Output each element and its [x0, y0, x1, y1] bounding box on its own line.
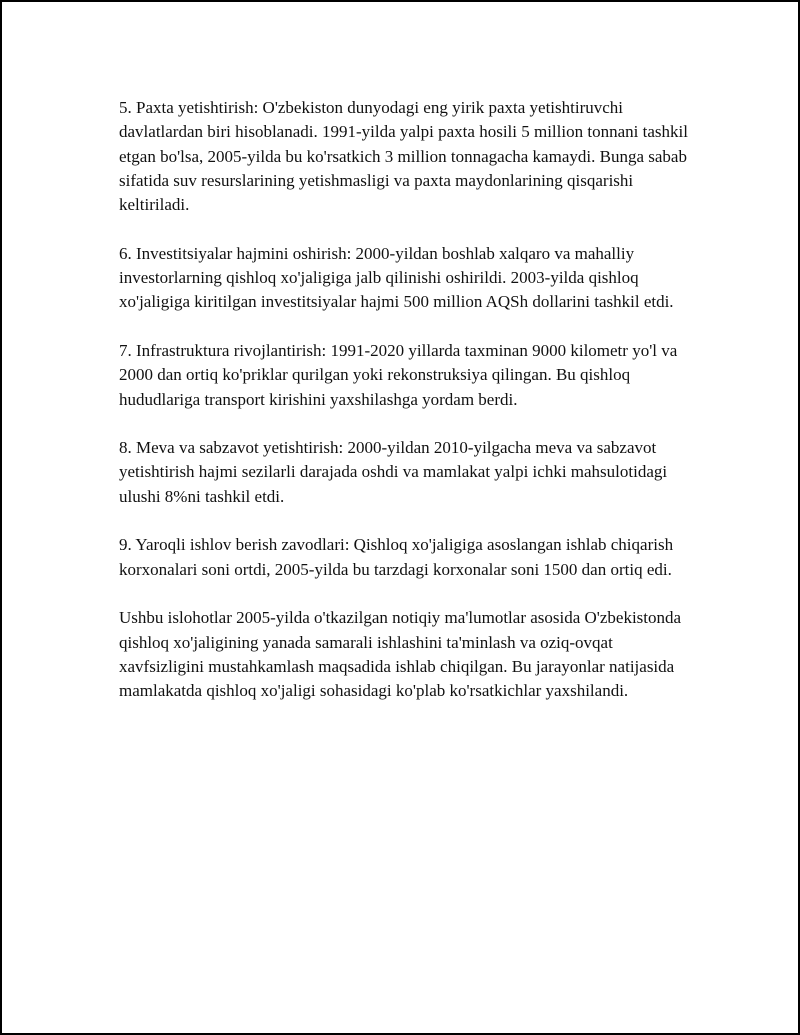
paragraph-processing-plants: 9. Yaroqli ishlov berish zavodlari: Qishloq xo'jaligiga asoslangan ishlab chiqarish korxonalari soni ortdi, 2005-yilda bu tarzdagi korxonalar soni 1500 dan ortiq edi. [119, 535, 674, 579]
paragraph-cotton-growing: 5. Paxta yetishtirish: O'zbekiston dunyodagi eng yirik paxta yetishtiruvchi davlatlardan biri hisoblanadi. 1991-yilda yalpi paxta hosili 5 million tonnani tashkil etgan bo'lsa, 2005-yilda bu ko'rsatkich 3 million tonnagacha kamaydi. Bunga sabab sifatida suv resurslarining yetishmasligi va paxta maydonlarining qisqarishi keltiriladi. [119, 98, 688, 215]
paragraph-investment-growth: 6. Investitsiyalar hajmini oshirish: 2000-yildan boshlab xalqaro va mahalliy investorlarning qishloq xo'jaligiga jalb qilinishi oshirildi. 2003-yilda qishloq xo'jaligiga kiritilgan investitsiyalar hajmi 500 million AQSh dollarini tashkil etdi. [119, 243, 674, 312]
document-body [119, 96, 694, 728]
paragraph-infrastructure: 7. Infrastruktura rivojlantirish: 1991-2020 yillarda taxminan 9000 kilometr yo'l va 2000 dan ortiq ko'priklar qurilgan yoki rekonstruksiya qilingan. Bu qishloq hududlariga transport kirishini yaxshilashga yordam berdi. [119, 340, 678, 409]
paragraph-fruit-vegetables: 8. Meva va sabzavot yetishtirish: 2000-yildan 2010-yilgacha meva va sabzavot yetishtirish hajmi sezilarli darajada oshdi va mamlakat yalpi ichki mahsulotidagi ulushi 8%ni tashkil etdi. [119, 438, 668, 506]
paragraph-conclusion: Ushbu islohotlar 2005-yilda o'tkazilgan notiqiy ma'lumotlar asosida O'zbekistonda qishloq xo'jaligining yanada samarali ishlashini ta'minlash va oziq-ovqat xavfsizligini mustahkamlash maqsadida ishlab chiqilgan. Bu jarayonlar natijasida mamlakatda qishloq xo'jaligi sohasidagi ko'plab ko'rsatkichlar yaxshilandi. [119, 608, 682, 701]
